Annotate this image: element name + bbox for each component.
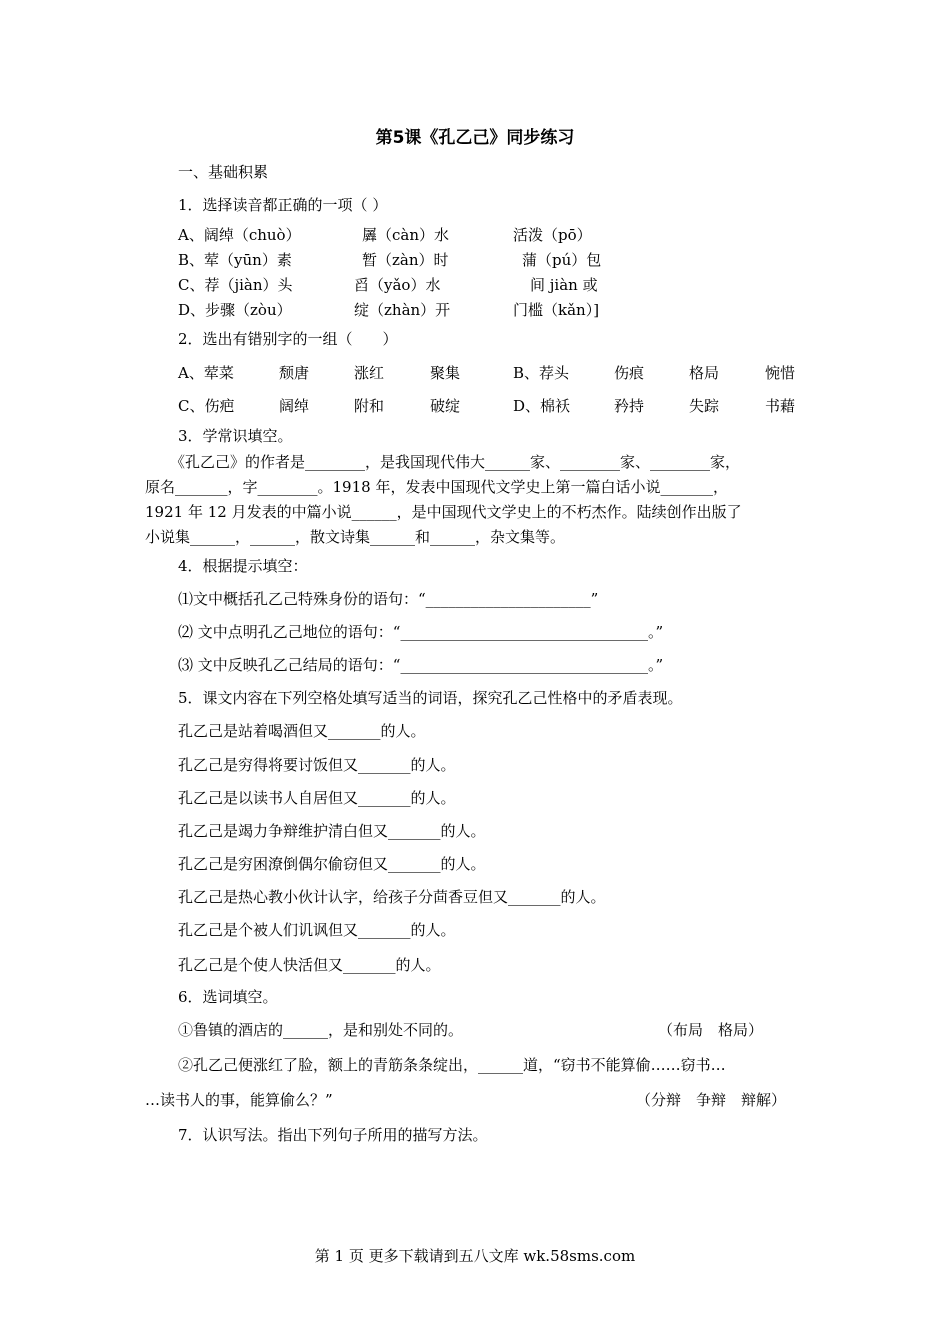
fill-in-line: ⑶ 文中反映孔乙己结局的语句：“_________________________________。” <box>178 656 664 674</box>
fill-in-line: 小说集______，______，散文诗集______和______，杂文集等。 <box>145 528 566 546</box>
question-1-prompt: 1．选择读音都正确的一项（ ） <box>178 196 388 214</box>
question-6-prompt: 6．选词填空。 <box>178 988 278 1006</box>
option-d-word-3: 门槛（kǎn）] <box>513 301 600 319</box>
fill-in-line: ⑴文中概括孔乙己特殊身份的语句：“______________________” <box>178 590 599 608</box>
option-c: C、荐（jiàn）头 <box>178 276 293 294</box>
word-cell: 伤痕 <box>614 364 645 382</box>
option-c-word-3: 间 jiàn 或 <box>530 276 598 294</box>
question-3-prompt: 3．学常识填空。 <box>178 427 293 445</box>
word-cell: 失踪 <box>689 397 720 415</box>
word-cell: B、荐头 <box>513 364 570 382</box>
fill-in-line: ①鲁镇的酒店的______，是和别处不同的。 <box>178 1021 464 1039</box>
section-heading: 一、基础积累 <box>178 163 269 181</box>
fill-in-line: …读书人的事，能算偷么？” <box>145 1091 333 1109</box>
word-cell: 聚集 <box>430 364 461 382</box>
word-cell: C、伤疤 <box>178 397 235 415</box>
page-title: 第5课《孔乙己》同步练习 <box>375 128 575 148</box>
option-a-word-2: 羼（càn）水 <box>362 226 450 244</box>
word-cell: 破绽 <box>430 397 461 415</box>
question-5-prompt: 5．课文内容在下列空格处填写适当的词语，探究孔乙己性格中的矛盾表现。 <box>178 689 683 707</box>
option-b-word-2: 暂（zàn）时 <box>362 251 449 269</box>
word-cell: 惋惜 <box>765 364 796 382</box>
word-cell: 阔绰 <box>279 397 310 415</box>
question-2-prompt: 2．选出有错别字的一组（ ） <box>178 330 398 348</box>
fill-in-line: 孔乙己是个使人快活但又_______的人。 <box>178 956 441 974</box>
word-cell: 矜持 <box>614 397 645 415</box>
word-choices: （布局 格局） <box>658 1021 764 1039</box>
fill-in-line: 孔乙己是穷困潦倒偶尔偷窃但又_______的人。 <box>178 855 486 873</box>
option-d-word-2: 绽（zhàn）开 <box>354 301 451 319</box>
word-cell: D、棉袄 <box>513 397 571 415</box>
fill-in-line: 孔乙己是热心教小伙计认字，给孩子分茴香豆但又_______的人。 <box>178 888 606 906</box>
page-footer: 第 1 页 更多下载请到五八文库 wk.58sms.com <box>314 1247 636 1265</box>
fill-in-line: 《孔乙己》的作者是________，是我国现代伟大______家、________家、________家， <box>170 453 741 471</box>
option-c-word-2: 舀（yǎo）水 <box>354 276 441 294</box>
option-b-word-3: 蒲（pú）包 <box>522 251 602 269</box>
option-a-word-3: 活泼（pō） <box>513 226 592 244</box>
word-cell: 涨红 <box>354 364 385 382</box>
fill-in-line: 孔乙己是站着喝酒但又_______的人。 <box>178 722 426 740</box>
question-7-prompt: 7．认识写法。指出下列句子所用的描写方法。 <box>178 1126 488 1144</box>
question-4-prompt: 4．根据提示填空： <box>178 557 308 575</box>
fill-in-line: 孔乙己是竭力争辩维护清白但又_______的人。 <box>178 822 486 840</box>
word-cell: 书藉 <box>765 397 796 415</box>
fill-in-line: ⑵ 文中点明孔乙己地位的语句：“_________________________________。” <box>178 623 664 641</box>
option-b: B、荤（yūn）素 <box>178 251 292 269</box>
option-d: D、步骤（zòu） <box>178 301 292 319</box>
word-cell: 格局 <box>689 364 720 382</box>
fill-in-line: 孔乙己是穷得将要讨饭但又_______的人。 <box>178 756 456 774</box>
word-choices: （分辩 争辩 辩解） <box>636 1091 787 1109</box>
option-a: A、阔绰（chuò） <box>178 226 301 244</box>
fill-in-line: 原名_______，字________。1918 年，发表中国现代文学史上第一篇白话小说_______， <box>145 478 728 496</box>
fill-in-line: 孔乙己是个被人们讥讽但又_______的人。 <box>178 921 456 939</box>
word-cell: 颓唐 <box>279 364 310 382</box>
fill-in-line: 孔乙己是以读书人自居但又_______的人。 <box>178 789 456 807</box>
word-cell: A、荤菜 <box>178 364 234 382</box>
fill-in-line: 1921 年 12 月发表的中篇小说______，是中国现代文学史上的不朽杰作。陆续创作出版了 <box>145 503 742 521</box>
fill-in-line: ②孔乙己便涨红了脸，额上的青筋条条绽出，______道，“窃书不能算偷……窃书… <box>178 1056 726 1074</box>
word-cell: 附和 <box>354 397 385 415</box>
